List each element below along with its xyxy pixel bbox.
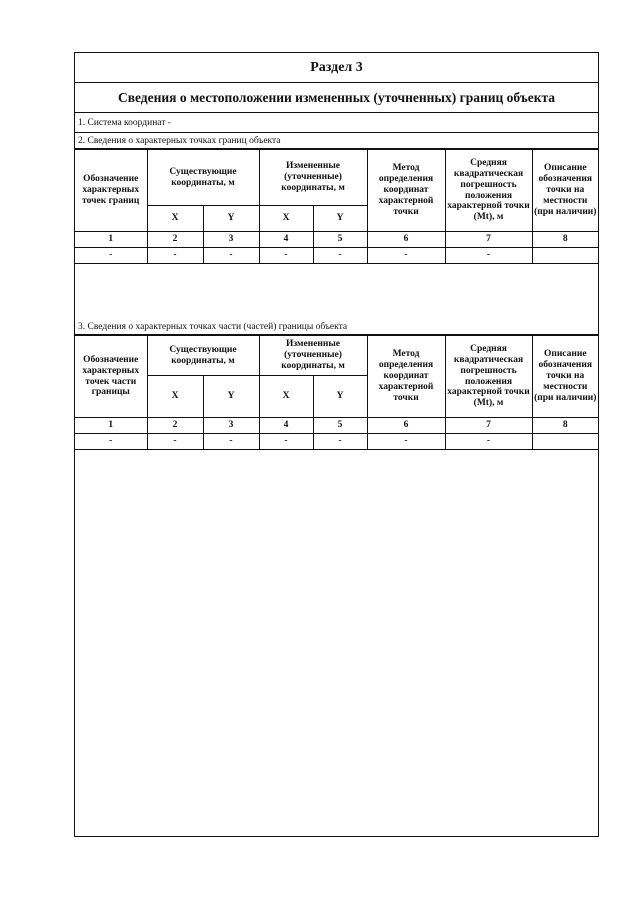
boundary-points-table <box>75 149 598 264</box>
header-method: Метод определения координат характерной точки <box>367 336 445 418</box>
column-number: 1 <box>75 232 147 248</box>
header-changed-coordinates: Измененные (уточненные) координаты, м <box>259 336 367 376</box>
column-number: 7 <box>445 232 532 248</box>
header-description: Описание обозначения точки на местности (при наличии) <box>532 336 598 418</box>
column-number: 3 <box>203 232 259 248</box>
table-cell: - <box>203 248 259 264</box>
header-x-existing: X <box>147 376 203 418</box>
header-x-changed: X <box>259 206 313 232</box>
block2-title: 2. Сведения о характерных точках границ объекта <box>75 133 598 149</box>
column-number: 4 <box>259 418 313 434</box>
header-changed-coordinates: Измененные (уточненные) координаты, м <box>259 150 367 206</box>
column-number: 8 <box>532 232 598 248</box>
header-existing-coordinates: Существующие координаты, м <box>147 336 259 376</box>
document-frame <box>74 52 599 837</box>
table-cell <box>532 434 598 450</box>
header-x-existing: X <box>147 206 203 232</box>
table-cell: - <box>147 248 203 264</box>
column-number: 4 <box>259 232 313 248</box>
coordinate-system-line: 1. Система координат - <box>75 113 598 133</box>
header-existing-coordinates: Существующие координаты, м <box>147 150 259 206</box>
block3-title: 3. Сведения о характерных точках части (частей) границы объекта <box>75 319 598 335</box>
header-y-changed: Y <box>313 206 367 232</box>
header-method: Метод определения координат характерной точки <box>367 150 445 232</box>
table-cell: - <box>75 434 147 450</box>
column-number: 5 <box>313 232 367 248</box>
table-cell <box>532 248 598 264</box>
table-cell: - <box>445 248 532 264</box>
table-cell: - <box>313 248 367 264</box>
table-cell: - <box>367 248 445 264</box>
header-designation: Обозначение характерных точек части границы <box>75 336 147 418</box>
table-cell: - <box>445 434 532 450</box>
table-cell: - <box>313 434 367 450</box>
table-cell: - <box>203 434 259 450</box>
column-number: 8 <box>532 418 598 434</box>
header-y-existing: Y <box>203 376 259 418</box>
section-title: Раздел 3 <box>75 53 598 83</box>
column-number: 6 <box>367 418 445 434</box>
header-designation: Обозначение характерных точек границ <box>75 150 147 232</box>
column-number: 5 <box>313 418 367 434</box>
table-cell: - <box>147 434 203 450</box>
section-subtitle: Сведения о местоположении измененных (уточненных) границ объекта <box>75 83 598 113</box>
column-number: 3 <box>203 418 259 434</box>
part-boundary-points-table <box>75 335 598 450</box>
column-number: 7 <box>445 418 532 434</box>
table-cell: - <box>259 434 313 450</box>
column-number: 6 <box>367 232 445 248</box>
header-error: Средняя квадратическая погрешность положения характерной точки (Mt), м <box>445 150 532 232</box>
header-y-changed: Y <box>313 376 367 418</box>
header-x-changed: X <box>259 376 313 418</box>
table-cell: - <box>367 434 445 450</box>
header-description: Описание обозначения точки на местности (при наличии) <box>532 150 598 232</box>
column-number: 1 <box>75 418 147 434</box>
column-number: 2 <box>147 418 203 434</box>
header-y-existing: Y <box>203 206 259 232</box>
column-number: 2 <box>147 232 203 248</box>
table-cell: - <box>259 248 313 264</box>
header-error: Средняя квадратическая погрешность положения характерной точки (Mt), м <box>445 336 532 418</box>
table-cell: - <box>75 248 147 264</box>
